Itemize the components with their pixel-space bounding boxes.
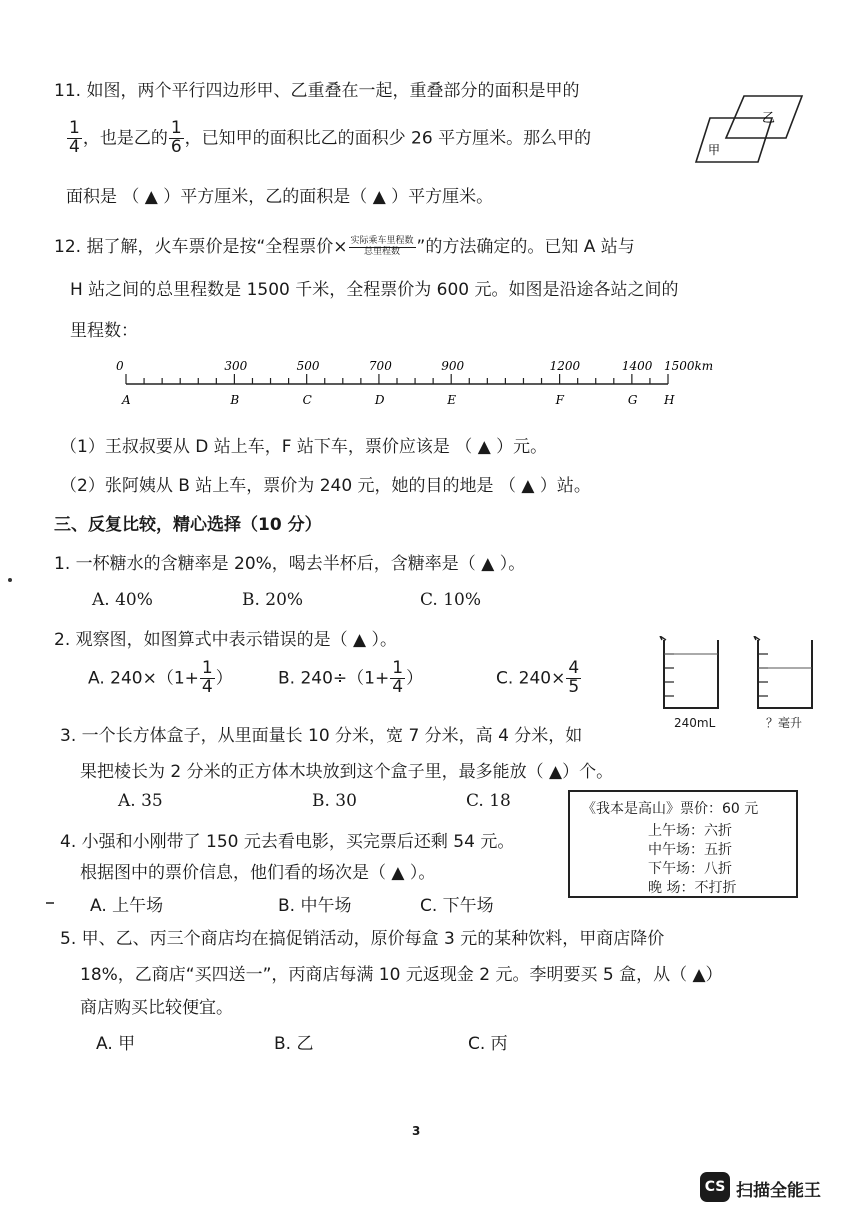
cup-unknown — [754, 636, 812, 708]
mc3-line2: 果把棱长为 2 分米的正方体木块放到这个盒子里，最多能放（ ▲）个。 — [80, 762, 614, 782]
station-label: G — [627, 393, 638, 407]
mc3-line1: 3. 一个长方体盒子，从里面量长 10 分米，宽 7 分米，高 4 分米，如 — [60, 726, 583, 746]
station-label: F — [555, 393, 564, 407]
mc4-line2: 根据图中的票价信息，他们看的场次是（ ▲ ）。 — [80, 863, 436, 883]
mc1-option-a: A. 40% — [92, 590, 153, 610]
price-row-evening: 晚 场：不打折 — [648, 880, 737, 896]
mc1-option-b: B. 20% — [242, 590, 304, 610]
distance-label: 1500km — [664, 359, 714, 373]
mc3-option-a: A. 35 — [118, 791, 163, 811]
station-label: D — [374, 393, 385, 407]
q12-line2: H 站之间的总里程数是 1500 千米，全程票价为 600 元。如图是沿途各站之间的 — [70, 280, 679, 300]
mc5-line2: 18%，乙商店“买四送一”，丙商店每满 10 元返现金 2 元。李明要买 5 盒，从（ ▲） — [80, 965, 723, 985]
station-label: E — [447, 393, 456, 407]
q12-sub2: （2）张阿姨从 B 站上车，票价为 240 元，她的目的地是 （ ▲ ）站。 — [60, 476, 591, 496]
price-box-title: 《我本是高山》票价：60 元 — [582, 801, 759, 817]
section3-title: 三、反复比较，精心选择（10 分） — [54, 515, 322, 535]
label-jia: 甲 — [708, 143, 721, 157]
distance-label: 1400 — [621, 359, 653, 373]
q11-line1: 11. 如图，两个平行四边形甲、乙重叠在一起，重叠部分的面积是甲的 — [54, 81, 580, 101]
mc2-option-b: B. 240÷（1+ $\frac{1}{4}$ ） — [278, 658, 424, 697]
mc4-option-a: A. 上午场 — [90, 896, 164, 916]
mc5-option-c: C. 丙 — [468, 1034, 508, 1054]
distance-label: 500 — [296, 359, 320, 373]
scan-speck — [46, 902, 54, 904]
price-row-noon: 中午场：五折 — [648, 842, 732, 858]
mileage-ratio-fraction: $\frac{\text{实际乘车里程数}}{\text{总里程数}}$ — [350, 236, 414, 257]
distance-label: 900 — [441, 359, 465, 373]
station-label: H — [664, 393, 675, 407]
price-row-afternoon: 下午场：八折 — [648, 861, 732, 877]
station-label: B — [230, 393, 240, 407]
mc5-option-b: B. 乙 — [274, 1034, 314, 1054]
distance-label: 1200 — [549, 359, 581, 373]
mc4-option-b: B. 中午场 — [278, 896, 352, 916]
mc3-option-c: C. 18 — [466, 791, 511, 811]
fraction-one-quarter: $\frac{1}{4}$ — [69, 118, 80, 157]
mc2-option-a: A. 240×（1+ $\frac{1}{4}$ ） — [88, 658, 233, 697]
fraction-one-sixth: $\frac{1}{6}$ — [170, 118, 182, 157]
mc5-line1: 5. 甲、乙、丙三个商店均在搞促销活动，原价每盒 3 元的某种饮料，甲商店降价 — [60, 929, 665, 949]
q11-line2: $\frac{1}{4}$ ，也是乙的 $\frac{1}{6}$ ，已知甲的面积比乙的面积少 26 平方厘米。那么甲的 — [69, 118, 592, 157]
q12-line3: 里程数： — [70, 321, 138, 341]
mc3-option-b: B. 30 — [312, 791, 357, 811]
cup2-label: ？毫升 — [766, 716, 803, 730]
measuring-cups-figure — [656, 636, 826, 712]
mc2-option-c: C. 240× $\frac{4}{5}$ — [496, 658, 580, 697]
scan-speck — [8, 578, 12, 582]
distance-label: 0 — [116, 359, 124, 373]
station-label: A — [122, 393, 131, 407]
page-number: 3 — [412, 1124, 421, 1138]
q12-sub1: （1）王叔叔要从 D 站上车，F 站下车，票价应该是 （ ▲ ）元。 — [60, 437, 548, 457]
price-row-morning: 上午场：六折 — [648, 823, 732, 839]
station-label: C — [302, 393, 312, 407]
mc1-stem: 1. 一杯糖水的含糖率是 20%，喝去半杯后，含糖率是（ ▲ ）。 — [54, 554, 526, 574]
mc1-option-c: C. 10% — [420, 590, 481, 610]
overlapping-parallelograms-figure — [682, 92, 808, 168]
q11-line3: 面积是 （ ▲ ）平方厘米，乙的面积是（ ▲ ）平方厘米。 — [66, 187, 494, 207]
number-line-ticks — [126, 374, 668, 384]
mc4-line1: 4. 小强和小刚带了 150 元去看电影，买完票后还剩 54 元。 — [60, 832, 515, 852]
distance-label: 300 — [224, 359, 248, 373]
distance-label: 700 — [368, 359, 392, 373]
ticket-price-box — [568, 790, 798, 898]
mileage-number-line — [110, 356, 720, 412]
camscanner-brand-text: 扫描全能王 — [736, 1181, 821, 1201]
cup1-label: 240mL — [674, 716, 716, 730]
camscanner-logo-icon: CS — [700, 1172, 730, 1202]
mc4-option-c: C. 下午场 — [420, 896, 494, 916]
cup-240ml — [660, 636, 718, 708]
mc5-option-a: A. 甲 — [96, 1034, 136, 1054]
q12-line1: 12. 据了解，火车票价是按“全程票价× $\frac{\text{实际乘车里程数}}{\text{总里程数}}$ ”的方法确定的。已知 A 站与 — [54, 236, 635, 257]
mc2-stem: 2. 观察图，如图算式中表示错误的是（ ▲ ）。 — [54, 630, 398, 650]
label-yi: 乙 — [762, 111, 776, 126]
mc5-line3: 商店购买比较便宜。 — [80, 998, 233, 1018]
